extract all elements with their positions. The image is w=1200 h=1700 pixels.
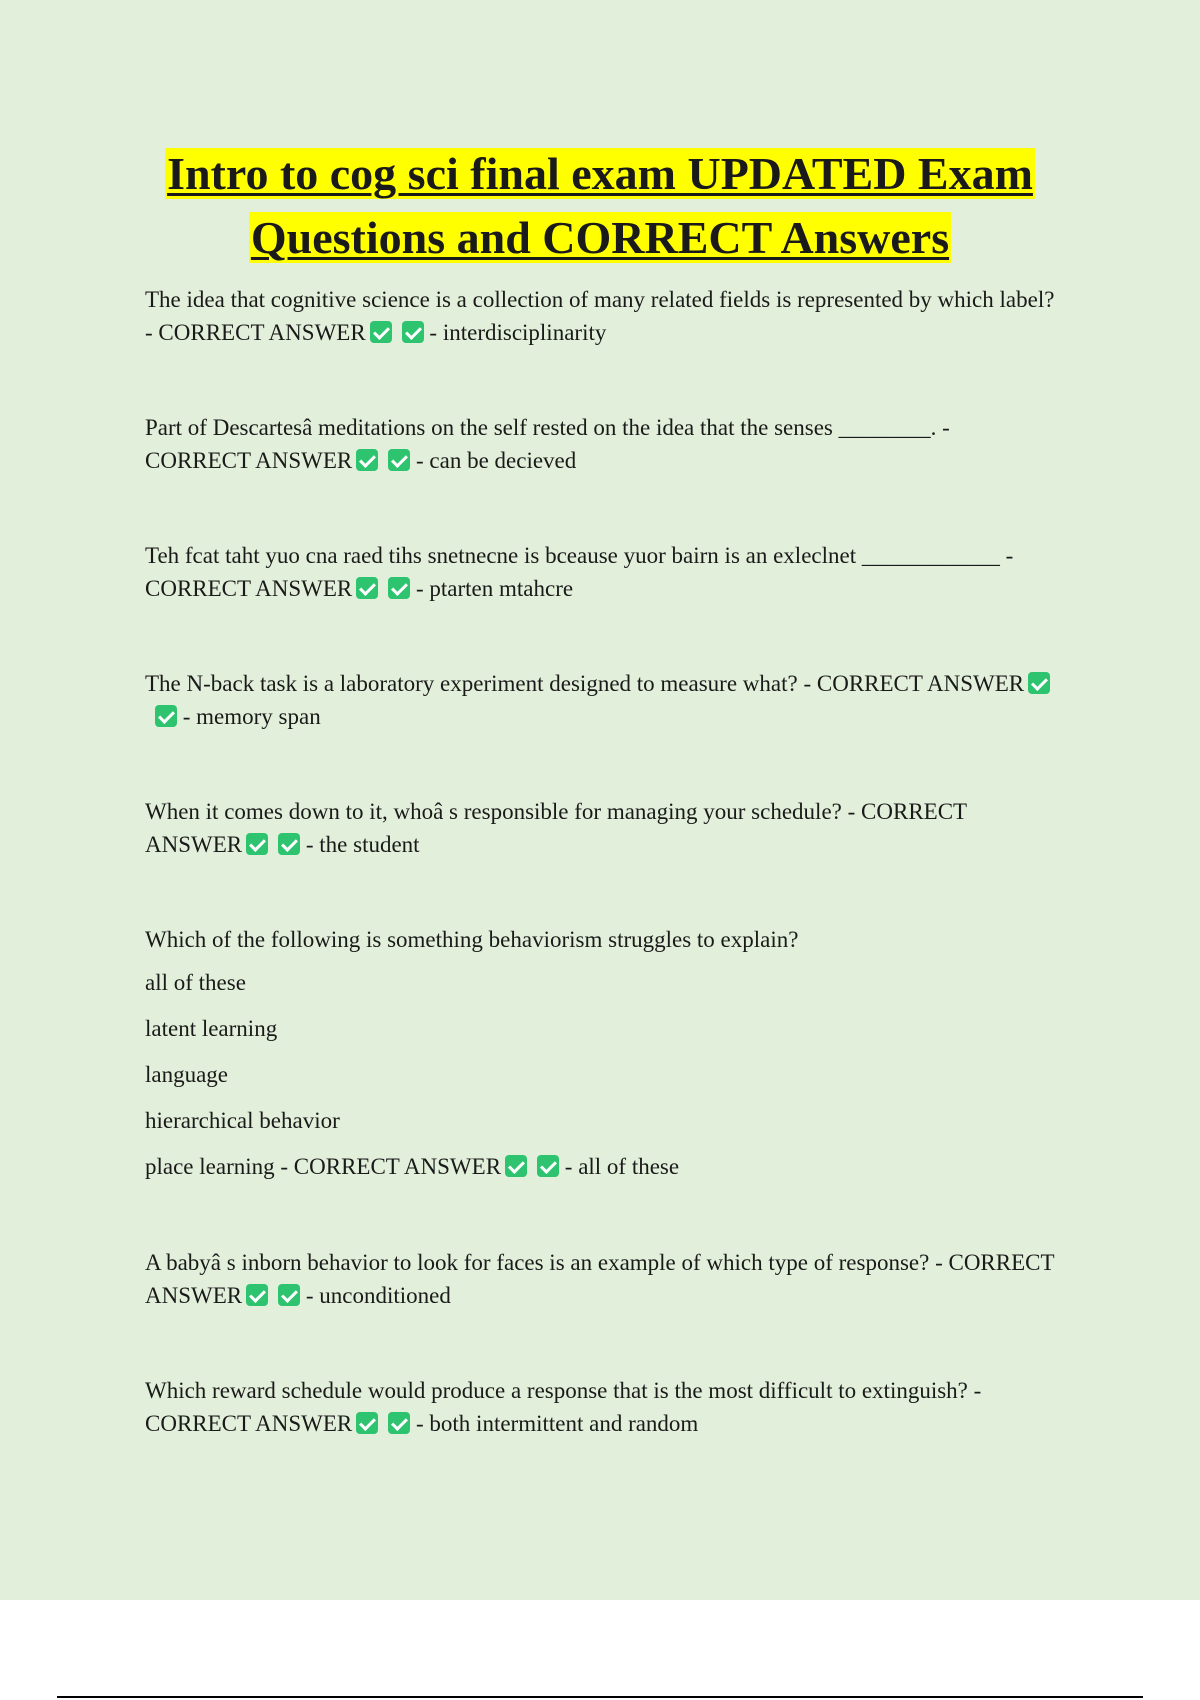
- question-text: [145, 539, 1055, 605]
- qa-item-multiple-choice: [145, 923, 1055, 1184]
- question-text: [145, 411, 1055, 477]
- qa-item: [145, 539, 1055, 605]
- question-text: [145, 283, 1055, 349]
- qa-item: [145, 1246, 1055, 1312]
- answer-label: CORRECT ANSWER: [145, 799, 967, 857]
- question-text: [145, 1374, 1055, 1440]
- footer-divider: [57, 1696, 1143, 1698]
- check-box-icon: [278, 833, 300, 855]
- page-title: [0, 142, 1200, 270]
- answer-text: - can be decieved: [416, 448, 577, 473]
- option-with-answer: [145, 1150, 1055, 1184]
- check-box-icon: [388, 449, 410, 471]
- option: all of these: [145, 970, 246, 995]
- check-box-icon: [370, 321, 392, 343]
- answer-label: CORRECT ANSWER: [145, 1250, 1055, 1308]
- question: When it comes down to it, whoâ s responsible for managing your schedule? -: [145, 799, 862, 824]
- answer-text: - interdisciplinarity: [429, 320, 607, 345]
- qa-item: [145, 1374, 1055, 1440]
- question-text: [145, 1246, 1055, 1312]
- check-box-icon: [356, 577, 378, 599]
- question-text: Which of the following is something behaviorism struggles to explain?: [145, 927, 799, 952]
- answer-text: - both intermittent and random: [416, 1411, 699, 1436]
- option: hierarchical behavior: [145, 1108, 340, 1133]
- answer-text: - unconditioned: [305, 1283, 451, 1308]
- option: place learning -: [145, 1154, 294, 1179]
- answer-label: CORRECT ANSWER: [293, 1154, 502, 1179]
- check-box-icon: [246, 1284, 268, 1306]
- answer-text: - all of these: [564, 1154, 680, 1179]
- check-box-icon: [155, 705, 177, 727]
- check-box-icon: [1028, 672, 1050, 694]
- qa-list: [145, 283, 1055, 1502]
- answer-label: CORRECT ANSWER: [145, 448, 353, 473]
- check-box-icon: [537, 1155, 559, 1177]
- qa-item: [145, 667, 1055, 733]
- option: language: [145, 1062, 229, 1087]
- title-line-1: Intro to cog sci final exam UPDATED Exam: [167, 148, 1033, 199]
- question: Which reward schedule would produce a response that is the most difficult to extinguish? -: [145, 1378, 982, 1403]
- question: The idea that cognitive science is a collection of many related fields is represented by which label? -: [145, 287, 1055, 345]
- title-line-2: Questions and CORRECT Answers: [250, 212, 950, 263]
- check-box-icon: [356, 449, 378, 471]
- question: A babyâ s inborn behavior to look for faces is an example of which type of response? -: [145, 1250, 949, 1275]
- answer-text: - the student: [305, 832, 420, 857]
- qa-item: [145, 795, 1055, 861]
- option: latent learning: [145, 1016, 278, 1041]
- answer-text: - ptarten mtahcre: [416, 576, 574, 601]
- answer-label: CORRECT ANSWER: [158, 320, 366, 345]
- answer-label: CORRECT ANSWER: [145, 576, 353, 601]
- answer-text: - memory span: [182, 704, 321, 729]
- answer-label: CORRECT ANSWER: [816, 671, 1025, 696]
- check-box-icon: [505, 1155, 527, 1177]
- qa-item: [145, 283, 1055, 349]
- qa-item: [145, 411, 1055, 477]
- check-box-icon: [402, 321, 424, 343]
- question-text: [145, 795, 1055, 861]
- check-box-icon: [356, 1412, 378, 1434]
- answer-label: CORRECT ANSWER: [145, 1411, 353, 1436]
- check-box-icon: [246, 833, 268, 855]
- check-box-icon: [388, 1412, 410, 1434]
- question-text: [145, 667, 1055, 733]
- question: Teh fcat taht yuo cna raed tihs snetnecne is bceause yuor bairn is an exleclnet ____________ -: [145, 543, 1014, 568]
- check-box-icon: [278, 1284, 300, 1306]
- question: Part of Descartesâ meditations on the self rested on the idea that the senses ________. -: [145, 415, 950, 440]
- question: The N-back task is a laboratory experiment designed to measure what? -: [145, 671, 817, 696]
- check-box-icon: [388, 577, 410, 599]
